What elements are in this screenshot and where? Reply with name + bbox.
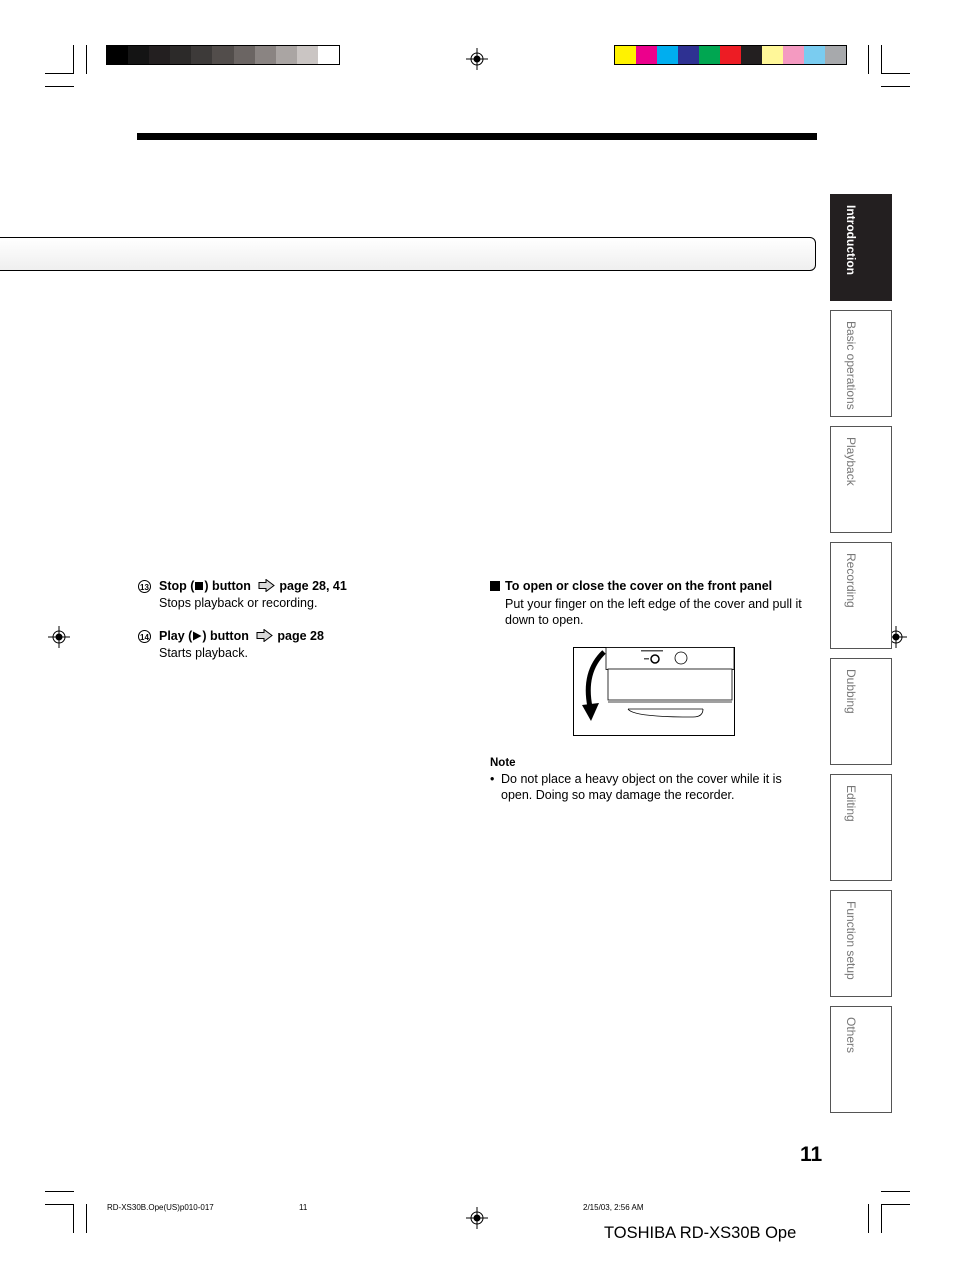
- page-number: 11: [800, 1143, 823, 1166]
- item-description: Starts playback.: [159, 646, 248, 660]
- tab-label: Others: [844, 1017, 858, 1054]
- color-swatch: [783, 46, 804, 64]
- item-number-badge: 13: [138, 580, 151, 593]
- item-title-pre: Stop (: [159, 579, 195, 593]
- list-item: [159, 578, 439, 612]
- registration-mark-icon: [466, 1207, 488, 1229]
- item-title: [159, 628, 439, 645]
- page-arrow-icon: [256, 629, 273, 642]
- cover-heading-text: To open or close the cover on the front panel: [505, 579, 773, 593]
- crop-mark: [881, 45, 882, 74]
- tab-basic-operations[interactable]: [830, 310, 892, 417]
- section-banner: [0, 237, 816, 271]
- gray-swatch: [297, 46, 318, 64]
- crop-mark: [73, 1204, 74, 1233]
- crop-mark: [45, 73, 74, 74]
- list-item: [159, 628, 439, 662]
- gray-swatch: [149, 46, 170, 64]
- gray-calibration-bar: [106, 45, 340, 65]
- crop-mark: [881, 1191, 910, 1192]
- tab-label: Editing: [844, 785, 858, 822]
- color-swatch: [699, 46, 720, 64]
- front-panel-illustration: [573, 647, 735, 736]
- tab-label: Function setup: [844, 901, 858, 980]
- tab-others[interactable]: [830, 1006, 892, 1113]
- crop-mark: [45, 1204, 74, 1205]
- page-ref: page 28, 41: [279, 579, 347, 593]
- tab-label: Recording: [844, 553, 858, 608]
- gray-swatch: [107, 46, 128, 64]
- color-swatch: [762, 46, 783, 64]
- tab-label: Basic operations: [844, 321, 858, 410]
- page-arrow-icon: [258, 579, 275, 592]
- play-icon: [192, 631, 202, 641]
- square-bullet-icon: [490, 581, 500, 591]
- color-swatch: [657, 46, 678, 64]
- item-title-pre: Play (: [159, 629, 193, 643]
- tab-playback[interactable]: [830, 426, 892, 533]
- footer-product: TOSHIBA RD-XS30B Ope: [604, 1224, 797, 1242]
- tab-label: Introduction: [844, 205, 858, 275]
- crop-mark: [86, 45, 87, 74]
- bullet-icon: •: [490, 772, 495, 786]
- tab-editing[interactable]: [830, 774, 892, 881]
- tab-recording[interactable]: [830, 542, 892, 649]
- footer-file: RD-XS30B.Ope(US)p010-017: [107, 1203, 214, 1212]
- color-swatch: [741, 46, 762, 64]
- gray-swatch: [276, 46, 297, 64]
- color-swatch: [720, 46, 741, 64]
- color-swatch: [678, 46, 699, 64]
- crop-mark: [881, 1204, 882, 1233]
- crop-mark: [881, 1204, 910, 1205]
- gray-swatch: [234, 46, 255, 64]
- crop-mark: [45, 1191, 74, 1192]
- item-number-badge: 14: [138, 630, 151, 643]
- top-rule: [137, 133, 817, 140]
- note-label: Note: [490, 757, 516, 769]
- crop-mark: [45, 86, 74, 87]
- color-swatch: [804, 46, 825, 64]
- tab-label: Playback: [844, 437, 858, 486]
- crop-mark: [868, 45, 869, 74]
- tab-function-setup[interactable]: [830, 890, 892, 997]
- item-description: Stops playback or recording.: [159, 596, 318, 610]
- item-title-post: ) button: [204, 579, 251, 593]
- crop-mark: [86, 1204, 87, 1233]
- tab-dubbing[interactable]: [830, 658, 892, 765]
- footer-sheet: 11: [299, 1203, 308, 1212]
- item-title-post: ) button: [202, 629, 249, 643]
- crop-mark: [868, 1204, 869, 1233]
- gray-swatch: [128, 46, 149, 64]
- gray-swatch: [170, 46, 191, 64]
- color-swatch: [636, 46, 657, 64]
- color-swatch: [825, 46, 846, 64]
- crop-mark: [881, 73, 910, 74]
- registration-mark-icon: [48, 626, 70, 648]
- gray-swatch: [191, 46, 212, 64]
- color-swatch: [615, 46, 636, 64]
- footer-timestamp: 2/15/03, 2:56 AM: [583, 1203, 644, 1212]
- gray-swatch: [212, 46, 233, 64]
- registration-mark-icon: [466, 48, 488, 70]
- tab-introduction[interactable]: [830, 194, 892, 301]
- note-bullet: [490, 771, 800, 803]
- note-bullet-text: Do not place a heavy object on the cover while it is open. Doing so may damage the recorder.: [501, 772, 782, 802]
- page-ref: page 28: [277, 629, 324, 643]
- color-calibration-bar: [614, 45, 847, 65]
- gray-swatch: [255, 46, 276, 64]
- tab-label: Dubbing: [844, 669, 858, 714]
- gray-swatch: [318, 46, 339, 64]
- cover-heading: [490, 578, 810, 595]
- item-title: [159, 578, 439, 595]
- crop-mark: [73, 45, 74, 74]
- crop-mark: [881, 86, 910, 87]
- cover-body: Put your finger on the left edge of the cover and pull it down to open.: [505, 597, 802, 627]
- stop-icon: [194, 581, 204, 591]
